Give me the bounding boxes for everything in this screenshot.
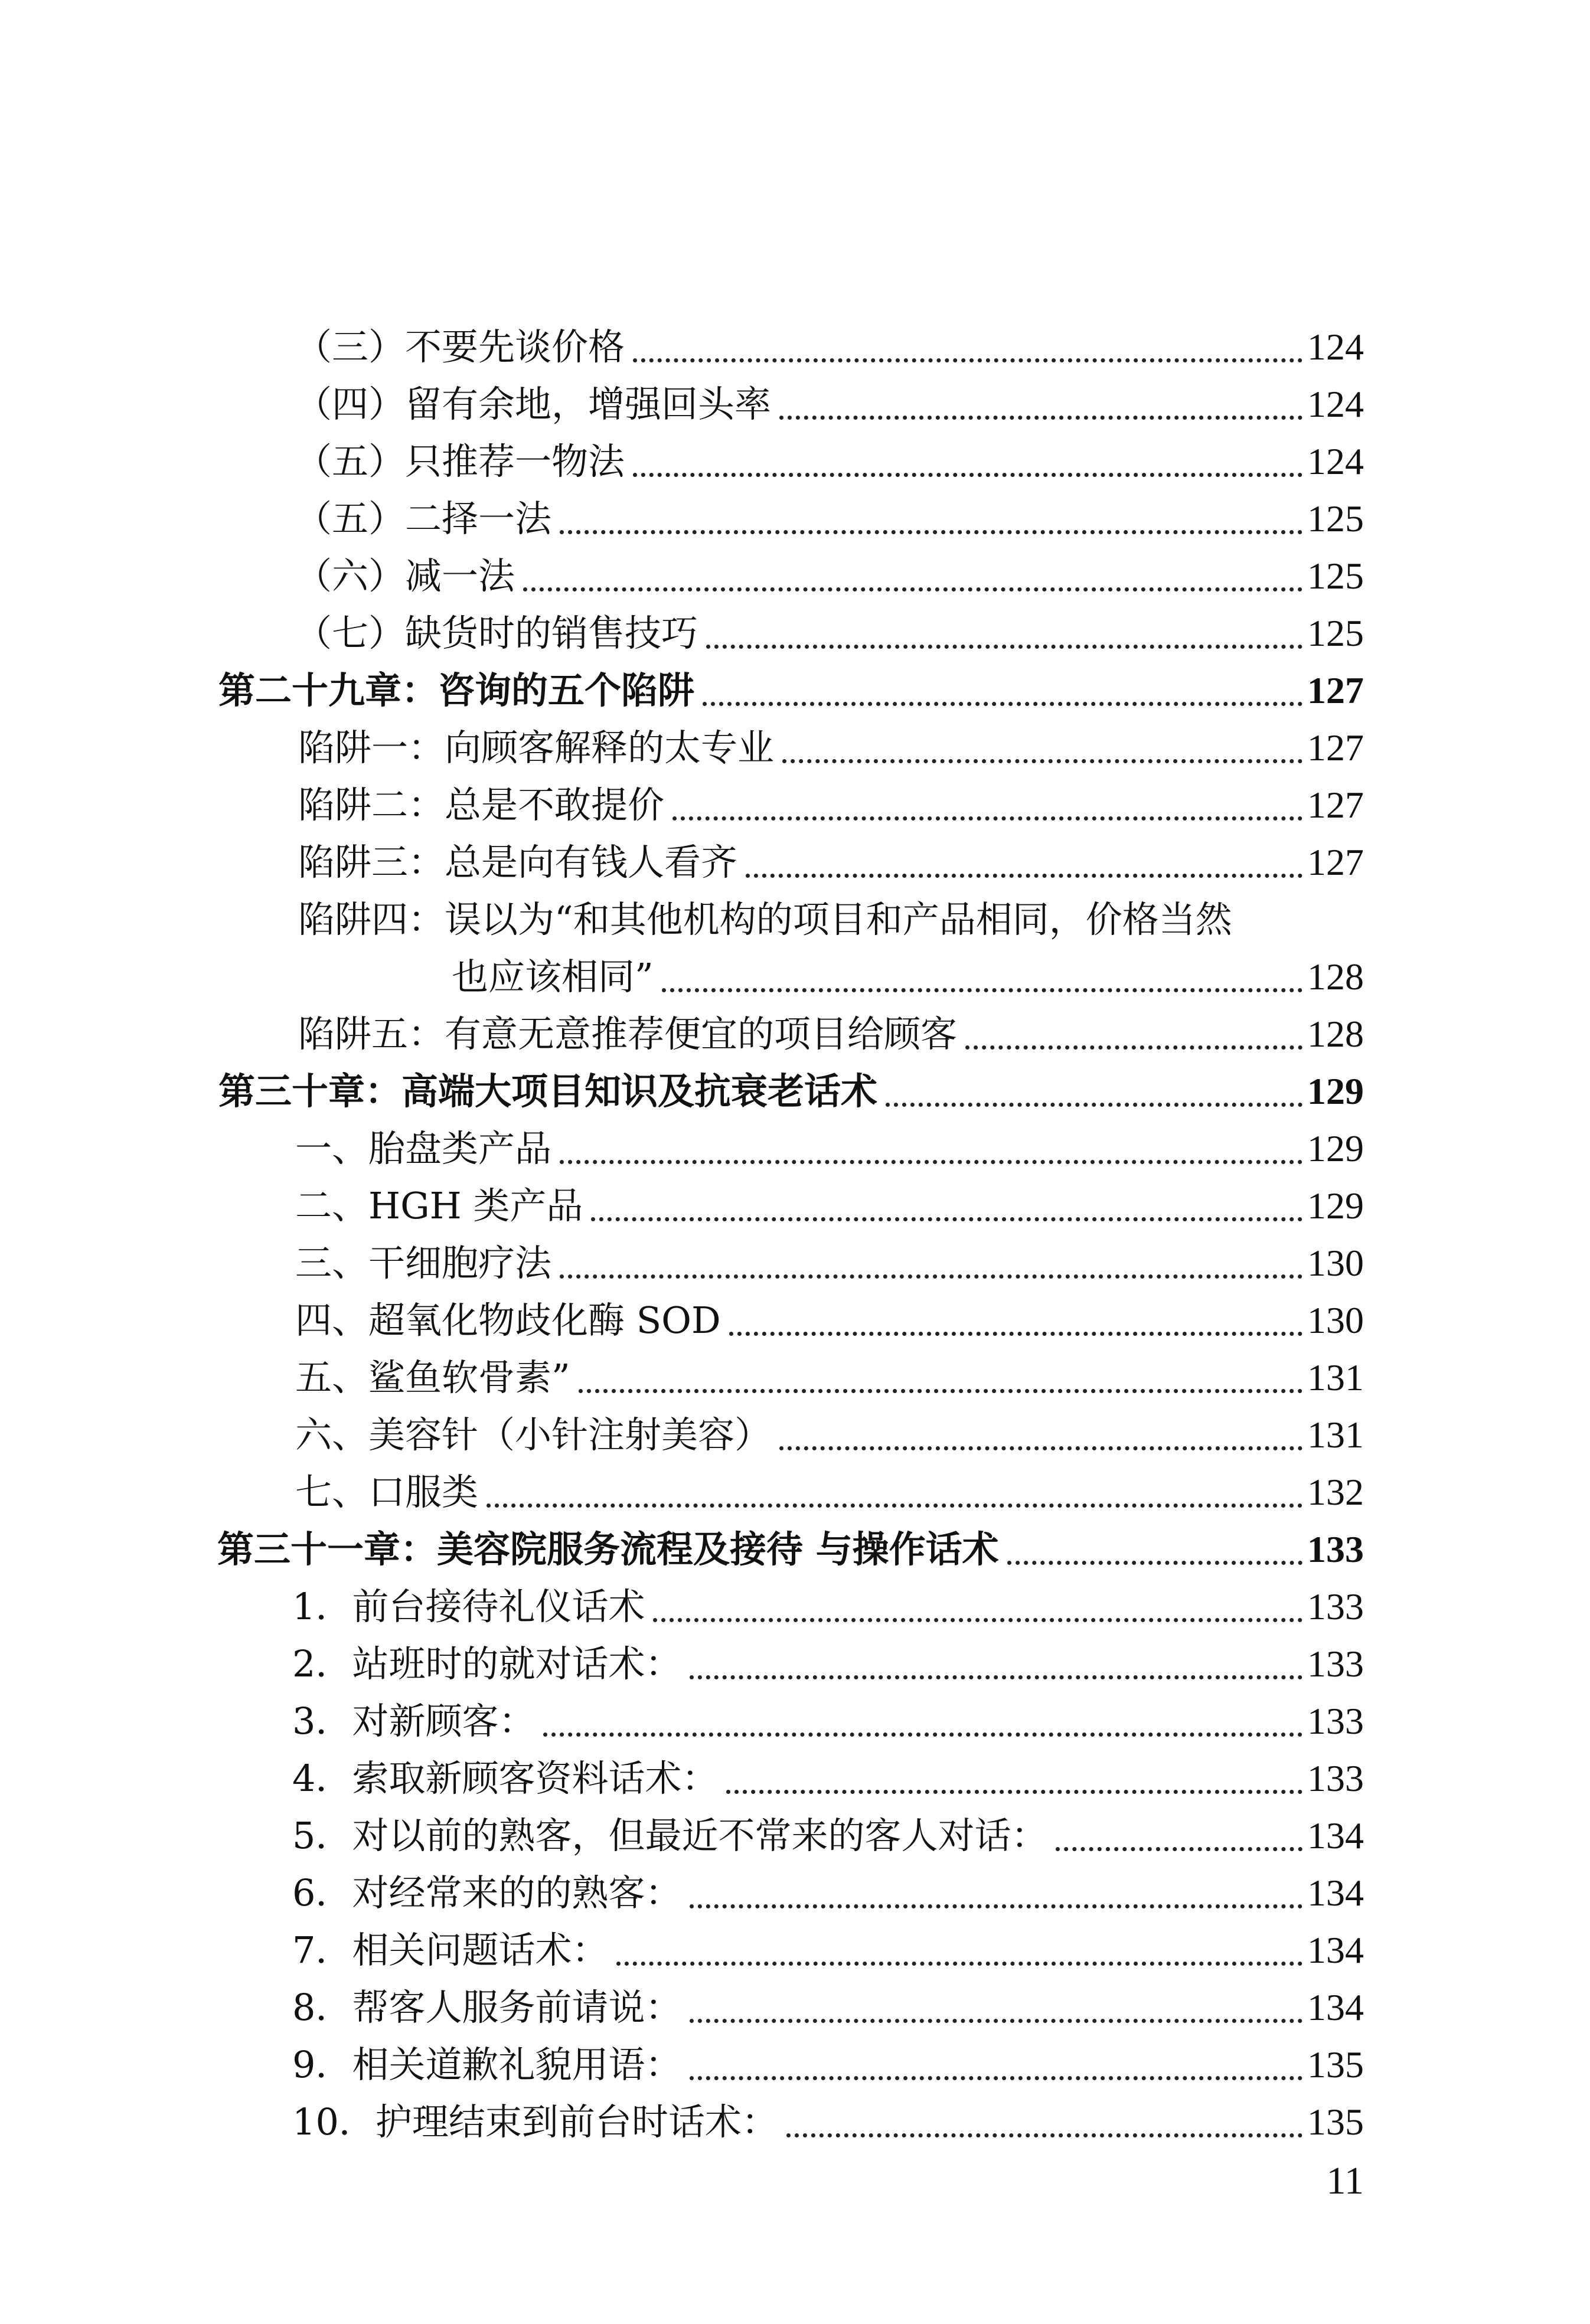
toc-entry [292, 1807, 1364, 1864]
toc-entry-page: 124 [1307, 383, 1364, 425]
toc-entry-page: 132 [1307, 1471, 1364, 1513]
toc-dot-leader [653, 1618, 1302, 1622]
toc-dot-leader [672, 816, 1302, 821]
toc-entry [295, 491, 1364, 547]
toc-entry-title: 陷阱二：总是不敢提价 [298, 783, 665, 826]
toc-entry [295, 1349, 1364, 1406]
toc-chapter-entry [218, 1063, 1364, 1120]
toc-dot-leader [779, 416, 1302, 420]
toc-dot-leader [886, 1103, 1302, 1107]
toc-entry-title: （五）二择一法 [295, 497, 552, 540]
toc-entry-title: 七、口服类 [295, 1470, 479, 1514]
toc-entry-page: 134 [1307, 1872, 1364, 1914]
toc-entry-title: 9．相关道歉礼貌用语： [292, 2043, 682, 2086]
toc-entry-page: 128 [1307, 1013, 1364, 1055]
page-number: 11 [1326, 2159, 1364, 2202]
toc-entry-title: 7．相关问题话术： [292, 1929, 609, 1972]
toc-entry-page: 133 [1307, 1700, 1364, 1742]
toc-dot-leader [690, 2019, 1302, 2023]
toc-entry-page: 124 [1307, 440, 1364, 482]
toc-entry [295, 433, 1364, 490]
toc-entry-page: 127 [1307, 841, 1364, 883]
toc-entry [295, 1407, 1364, 1463]
toc-entry [295, 1464, 1364, 1521]
toc-dot-leader [965, 1045, 1302, 1050]
toc-dot-leader [690, 2076, 1302, 2080]
toc-entry-title: 五、鲨鱼软骨素” [295, 1356, 570, 1399]
toc-entry [298, 834, 1364, 891]
toc-entry-title: 四、超氧化物歧化酶 SOD [295, 1299, 721, 1342]
toc-dot-leader [706, 645, 1302, 649]
toc-entry [295, 376, 1364, 433]
toc-entry [292, 2094, 1364, 2150]
toc-entry-title: 4．索取新顾客资料话术： [292, 1757, 719, 1800]
toc-entry-title: 三、干细胞疗法 [295, 1241, 552, 1284]
toc-dot-leader [690, 1675, 1302, 1679]
toc-dot-leader [662, 988, 1302, 992]
toc-entry [292, 1865, 1364, 1921]
toc-dot-leader [633, 473, 1302, 477]
toc-dot-leader [560, 1160, 1302, 1164]
toc-dot-leader [543, 1733, 1302, 1737]
toc-entry-page: 124 [1307, 326, 1364, 368]
toc-entry-title: 一、胎盘类产品 [295, 1127, 552, 1170]
toc-entry [298, 1006, 1364, 1063]
toc-entry-title: 6．对经常来的的熟客： [292, 1871, 682, 1914]
toc-entry-page: 127 [1307, 727, 1364, 769]
toc-entry [292, 2037, 1364, 2093]
toc-entry [292, 1636, 1364, 1692]
toc-entry-page: 127 [1307, 784, 1364, 826]
toc-entry-title: 六、美容针（小针注射美容） [295, 1413, 772, 1456]
toc-dot-leader [616, 1962, 1302, 1966]
toc-entry-page: 130 [1307, 1242, 1364, 1284]
toc-entry [295, 1235, 1364, 1292]
toc-dot-leader [523, 587, 1302, 591]
toc-entry [292, 1979, 1364, 2036]
toc-entry-title: 3．对新顾客： [292, 1699, 536, 1743]
toc-dot-leader [579, 1389, 1302, 1393]
toc-entry-title: （五）只推荐一物法 [295, 440, 625, 483]
toc-entry [292, 1693, 1364, 1750]
toc-dot-leader [560, 1274, 1302, 1279]
toc-dot-leader [782, 759, 1302, 763]
toc-dot-leader [487, 1503, 1302, 1508]
toc-dot-leader [703, 702, 1302, 706]
toc-entry-title: （六）减一法 [295, 554, 515, 597]
toc-entry-title: 第三十一章：美容院服务流程及接待 与操作话术 [217, 1528, 999, 1571]
toc-entry-page: 127 [1307, 669, 1364, 711]
toc-entry-title: 陷阱四：误以为“和其他机构的项目和产品相同，价格当然 [298, 898, 1232, 941]
toc-entry-page: 130 [1307, 1299, 1364, 1341]
toc-entry-page: 133 [1307, 1757, 1364, 1799]
toc-entry-page: 133 [1307, 1586, 1364, 1627]
toc-entry-page: 125 [1307, 555, 1364, 597]
toc-entry-page: 134 [1307, 1815, 1364, 1856]
toc-entry-title: 10．护理结束到前台时话术： [292, 2100, 778, 2143]
toc-entry-page: 133 [1307, 1528, 1364, 1570]
toc-entry-title: 8．帮客人服务前请说： [292, 1986, 682, 2029]
toc-entry-page: 133 [1307, 1643, 1364, 1685]
toc-chapter-entry [217, 1521, 1364, 1578]
toc-dot-leader [633, 358, 1302, 362]
toc-entry [295, 1120, 1364, 1177]
toc-entry [295, 1178, 1364, 1234]
toc-dot-leader [1056, 1847, 1302, 1851]
toc-entry [295, 319, 1364, 375]
toc-entry-page: 135 [1307, 2101, 1364, 2143]
toc-entry-title-continuation: 也应该相同” [452, 955, 654, 998]
toc-entry-title: 二、HGH 类产品 [295, 1184, 583, 1227]
toc-dot-leader [690, 1904, 1302, 1908]
toc-entry-title: 第三十章：高端大项目知识及抗衰老话术 [218, 1070, 878, 1113]
toc-entry-page: 131 [1307, 1414, 1364, 1456]
toc-chapter-entry [218, 662, 1364, 719]
toc-entry-title: 陷阱三：总是向有钱人看齐 [298, 841, 738, 884]
toc-entry [295, 1292, 1364, 1349]
toc-entry-page: 131 [1307, 1357, 1364, 1398]
toc-entry-page: 129 [1307, 1127, 1364, 1169]
toc-entry-title: 1．前台接待礼仪话术 [292, 1585, 645, 1628]
toc-entry [295, 605, 1364, 662]
toc-entry-continuation [452, 949, 1364, 1005]
toc-entry [298, 720, 1364, 776]
toc-dot-leader [779, 1446, 1302, 1450]
toc-entry-title: 陷阱五：有意无意推荐便宜的项目给顾客 [298, 1012, 958, 1055]
toc-entry [295, 548, 1364, 604]
toc-entry-page: 125 [1307, 612, 1364, 654]
toc-dot-leader [746, 874, 1302, 878]
toc-entry-page: 135 [1307, 2044, 1364, 2086]
toc-dot-leader [726, 1790, 1302, 1794]
toc-entry-title: 5．对以前的熟客，但最近不常来的客人对话： [292, 1814, 1048, 1857]
toc-entry-title: （七）缺货时的销售技巧 [295, 612, 698, 655]
toc-entry-page: 125 [1307, 498, 1364, 540]
toc-entry-title: 陷阱一：向顾客解释的太专业 [298, 726, 775, 769]
toc-dot-leader [591, 1217, 1302, 1221]
toc-entry-page: 129 [1307, 1070, 1364, 1112]
toc-entry [292, 1578, 1364, 1635]
toc-entry-page: 129 [1307, 1185, 1364, 1227]
toc-entry-title: 第二十九章：咨询的五个陷阱 [218, 669, 695, 712]
toc-dot-leader [729, 1332, 1302, 1336]
toc-entry-page: 128 [1307, 956, 1364, 998]
toc-entry-title: 2．站班时的就对话术： [292, 1642, 682, 1685]
toc-entry [292, 1750, 1364, 1807]
toc-dot-leader [1007, 1561, 1302, 1565]
toc-entry-page: 134 [1307, 1929, 1364, 1971]
toc-dot-leader [560, 530, 1302, 534]
toc-entry-title: （三）不要先谈价格 [295, 325, 625, 368]
toc-entry-page: 134 [1307, 1986, 1364, 2028]
toc-entry [298, 777, 1364, 833]
toc-entry-title: （四）留有余地，增强回头率 [295, 383, 772, 426]
toc-entry-first-line [298, 891, 1364, 948]
toc-entry [292, 1922, 1364, 1979]
toc-dot-leader [786, 2133, 1302, 2137]
